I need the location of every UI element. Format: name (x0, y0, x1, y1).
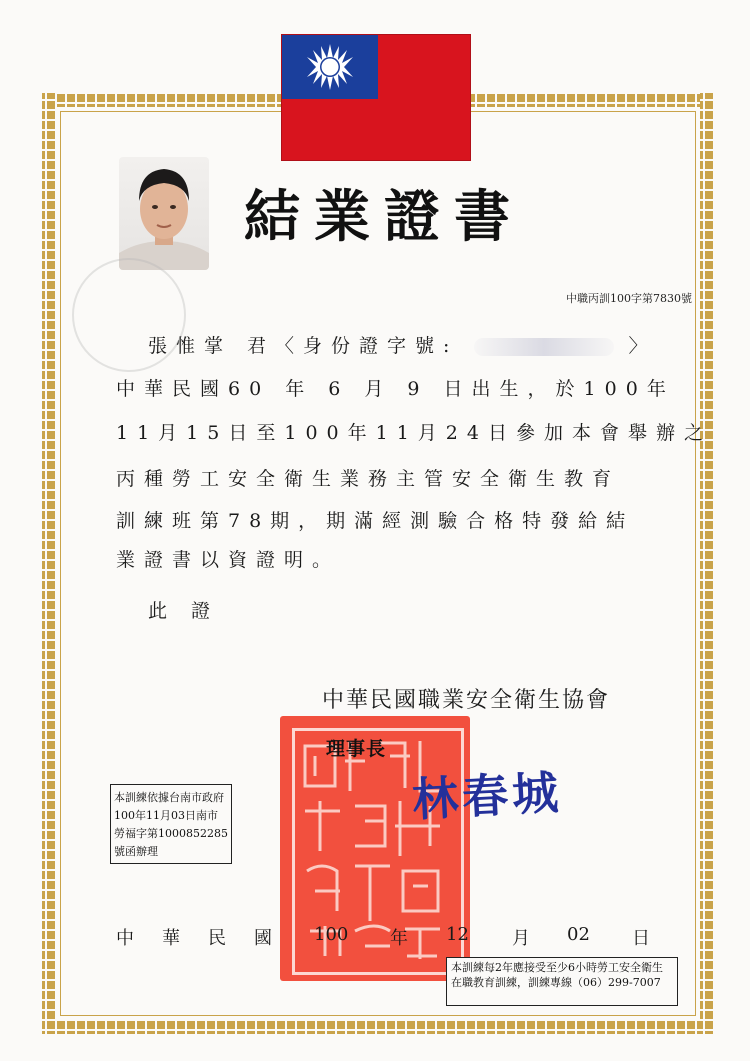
national-flag (282, 35, 470, 160)
ornamental-border-left (42, 93, 56, 1034)
body-line-certify: 此 證 (148, 600, 220, 622)
person-portrait-icon (119, 157, 209, 270)
holder-photo (119, 157, 209, 270)
document-number: 中職丙訓100字第7830號 (566, 292, 692, 305)
ornamental-border-bottom (42, 1020, 714, 1034)
date-month: 12 (446, 924, 469, 945)
body-line-2: 中華民國60 年 6 月 9 日出生，於100年 (116, 378, 675, 400)
date-day: 02 (567, 924, 590, 945)
date-char-4: 國 (254, 928, 272, 949)
body-line-3: 11月15日至100年11月24日參加本會舉辦之 (116, 422, 712, 444)
date-char-1: 中 (116, 928, 134, 949)
date-char-3: 民 (208, 928, 226, 949)
date-char-2: 華 (162, 928, 180, 949)
body-line-1 (148, 333, 657, 359)
body-line-5: 訓練班第78期，期滿經測驗合格特發給結 (116, 510, 635, 532)
white-sun-icon (305, 42, 355, 92)
date-month-unit: 月 (512, 928, 530, 949)
issuing-organization: 中華民國職業安全衛生協會 (322, 688, 611, 713)
certificate-title: 結業證書 (244, 184, 524, 250)
date-year-unit: 年 (390, 928, 408, 949)
chairman-title: 理事長 (326, 738, 387, 760)
date-year: 100 (314, 924, 349, 945)
ornamental-border-right (700, 93, 714, 1034)
chairman-signature: 林春城 (410, 765, 564, 827)
body-line-4: 丙種勞工安全衛生業務主管安全衛生教育 (116, 468, 621, 490)
redacted-id-number (474, 338, 614, 356)
body-line-6: 業證書以資證明。 (116, 549, 341, 571)
closing-bracket: 〉 (628, 335, 657, 357)
date-day-unit: 日 (632, 928, 650, 949)
legal-basis-note: 本訓練依據台南市政府100年11月03日南市勞福字第1000852285號函辦理 (110, 784, 232, 864)
training-reminder-note: 本訓練每2年應接受至少6小時勞工安全衛生在職教育訓練，訓練專線（06）299-7007 (446, 957, 678, 1006)
holder-name-and-id-label: 張惟掌 君〈身份證字號: (148, 335, 459, 357)
